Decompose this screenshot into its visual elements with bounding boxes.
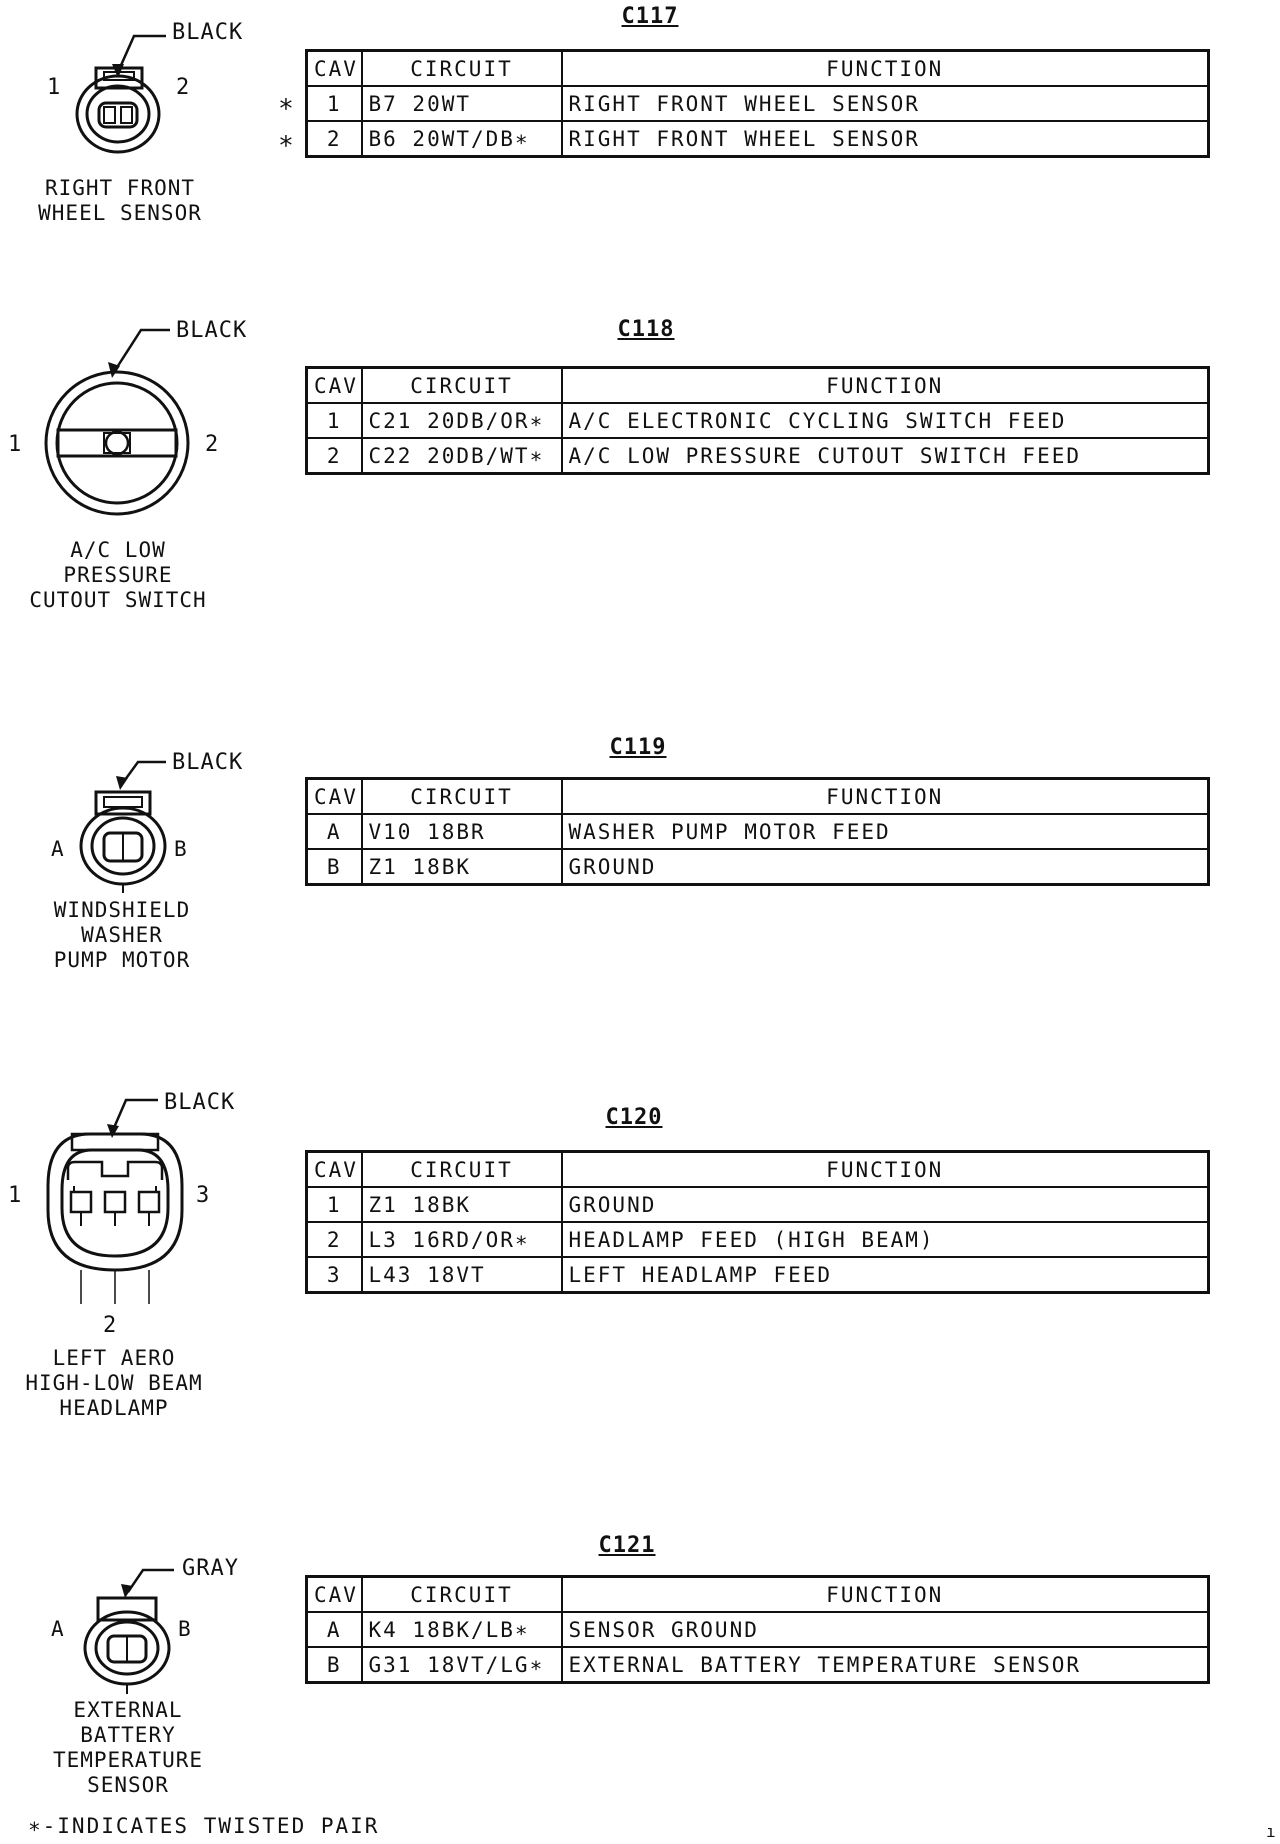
table-row	[307, 86, 1209, 121]
cav-header: CAV	[307, 779, 362, 815]
cav-cell: 2	[307, 1222, 362, 1257]
function-cell: RIGHT FRONT WHEEL SENSOR	[562, 121, 1209, 157]
connector-pinout-table	[305, 366, 1210, 475]
connector-pinout-table	[305, 1575, 1210, 1684]
connector-color-label: BLACK	[176, 318, 248, 343]
function-header: FUNCTION	[562, 1577, 1209, 1613]
table-row	[307, 403, 1209, 438]
table-row	[307, 1222, 1209, 1257]
connector-caption: EXTERNAL BATTERY TEMPERATURE SENSOR	[52, 1698, 204, 1797]
connector-id-title: C118	[617, 317, 675, 342]
cav-header: CAV	[307, 51, 362, 87]
pin-label: 2	[176, 75, 190, 100]
twisted-pair-marker: ∗	[278, 89, 294, 119]
cav-cell: 2	[307, 121, 362, 157]
connector-pinout-table	[305, 777, 1210, 886]
connector-caption: WINDSHIELD WASHER PUMP MOTOR	[53, 898, 191, 972]
table-row	[307, 1257, 1209, 1293]
edge-mark: ı	[1266, 1822, 1276, 1841]
connector-caption: LEFT AERO HIGH-LOW BEAM HEADLAMP	[25, 1346, 203, 1420]
connector-c121-diagram	[0, 0, 260, 1800]
function-header: FUNCTION	[562, 779, 1209, 815]
function-cell: A/C ELECTRONIC CYCLING SWITCH FEED	[562, 403, 1209, 438]
pin-label: 1	[8, 1183, 22, 1208]
pin-label: 1	[47, 75, 61, 100]
cav-header: CAV	[307, 1577, 362, 1613]
circuit-cell: Z1 18BK	[362, 849, 562, 885]
connector-color-label: BLACK	[164, 1090, 236, 1115]
connector-color-label: BLACK	[172, 750, 244, 775]
function-cell: GROUND	[562, 1187, 1209, 1222]
pin-label: A	[51, 1617, 64, 1641]
function-header: FUNCTION	[562, 1152, 1209, 1188]
circuit-cell: V10 18BR	[362, 814, 562, 849]
pin-label: B	[174, 837, 187, 861]
twisted-pair-marker: ∗	[278, 126, 294, 156]
function-cell: SENSOR GROUND	[562, 1612, 1209, 1647]
circuit-header: CIRCUIT	[362, 51, 562, 87]
function-cell: EXTERNAL BATTERY TEMPERATURE SENSOR	[562, 1647, 1209, 1683]
pin-label: B	[178, 1617, 191, 1641]
cav-cell: A	[307, 814, 362, 849]
function-cell: A/C LOW PRESSURE CUTOUT SWITCH FEED	[562, 438, 1209, 474]
function-header: FUNCTION	[562, 368, 1209, 404]
connector-id-title: C121	[598, 1533, 656, 1558]
circuit-cell: L43 18VT	[362, 1257, 562, 1293]
function-cell: HEADLAMP FEED (HIGH BEAM)	[562, 1222, 1209, 1257]
circuit-cell: L3 16RD/OR∗	[362, 1222, 562, 1257]
cav-cell: 1	[307, 86, 362, 121]
pin-label: 2	[205, 432, 219, 457]
table-row	[307, 1612, 1209, 1647]
connector-pinout-table	[305, 1150, 1210, 1294]
circuit-cell: G31 18VT/LG∗	[362, 1647, 562, 1683]
circuit-cell: K4 18BK/LB∗	[362, 1612, 562, 1647]
pin-label: 3	[196, 1183, 210, 1208]
connector-id-title: C119	[609, 735, 667, 760]
table-row	[307, 814, 1209, 849]
function-cell: LEFT HEADLAMP FEED	[562, 1257, 1209, 1293]
pin-label: A	[51, 837, 64, 861]
circuit-cell: C21 20DB/OR∗	[362, 403, 562, 438]
function-cell: WASHER PUMP MOTOR FEED	[562, 814, 1209, 849]
function-cell: GROUND	[562, 849, 1209, 885]
connector-color-label: BLACK	[172, 20, 244, 45]
pin-label: 2	[103, 1313, 117, 1338]
function-header: FUNCTION	[562, 51, 1209, 87]
circuit-cell: C22 20DB/WT∗	[362, 438, 562, 474]
circuit-header: CIRCUIT	[362, 779, 562, 815]
table-row	[307, 1187, 1209, 1222]
connector-pinout-table	[305, 49, 1210, 158]
circuit-cell: Z1 18BK	[362, 1187, 562, 1222]
circuit-header: CIRCUIT	[362, 1152, 562, 1188]
cav-cell: B	[307, 1647, 362, 1683]
twisted-pair-footnote: ∗-INDICATES TWISTED PAIR	[28, 1814, 380, 1838]
connector-id-title: C120	[605, 1105, 663, 1130]
cav-cell: 1	[307, 403, 362, 438]
table-row	[307, 438, 1209, 474]
table-row	[307, 1647, 1209, 1683]
circuit-header: CIRCUIT	[362, 1577, 562, 1613]
cav-cell: 3	[307, 1257, 362, 1293]
table-row	[307, 121, 1209, 157]
connector-caption: A/C LOW PRESSURE CUTOUT SWITCH	[29, 538, 207, 612]
function-cell: RIGHT FRONT WHEEL SENSOR	[562, 86, 1209, 121]
cav-header: CAV	[307, 1152, 362, 1188]
table-row	[307, 849, 1209, 885]
cav-header: CAV	[307, 368, 362, 404]
pin-label: 1	[8, 432, 22, 457]
cav-cell: 2	[307, 438, 362, 474]
cav-cell: A	[307, 1612, 362, 1647]
circuit-cell: B7 20WT	[362, 86, 562, 121]
connector-id-title: C117	[621, 4, 679, 29]
connector-caption: RIGHT FRONT WHEEL SENSOR	[38, 176, 202, 225]
cav-cell: B	[307, 849, 362, 885]
cav-cell: 1	[307, 1187, 362, 1222]
connector-color-label: GRAY	[182, 1556, 239, 1581]
circuit-cell: B6 20WT/DB∗	[362, 121, 562, 157]
circuit-header: CIRCUIT	[362, 368, 562, 404]
